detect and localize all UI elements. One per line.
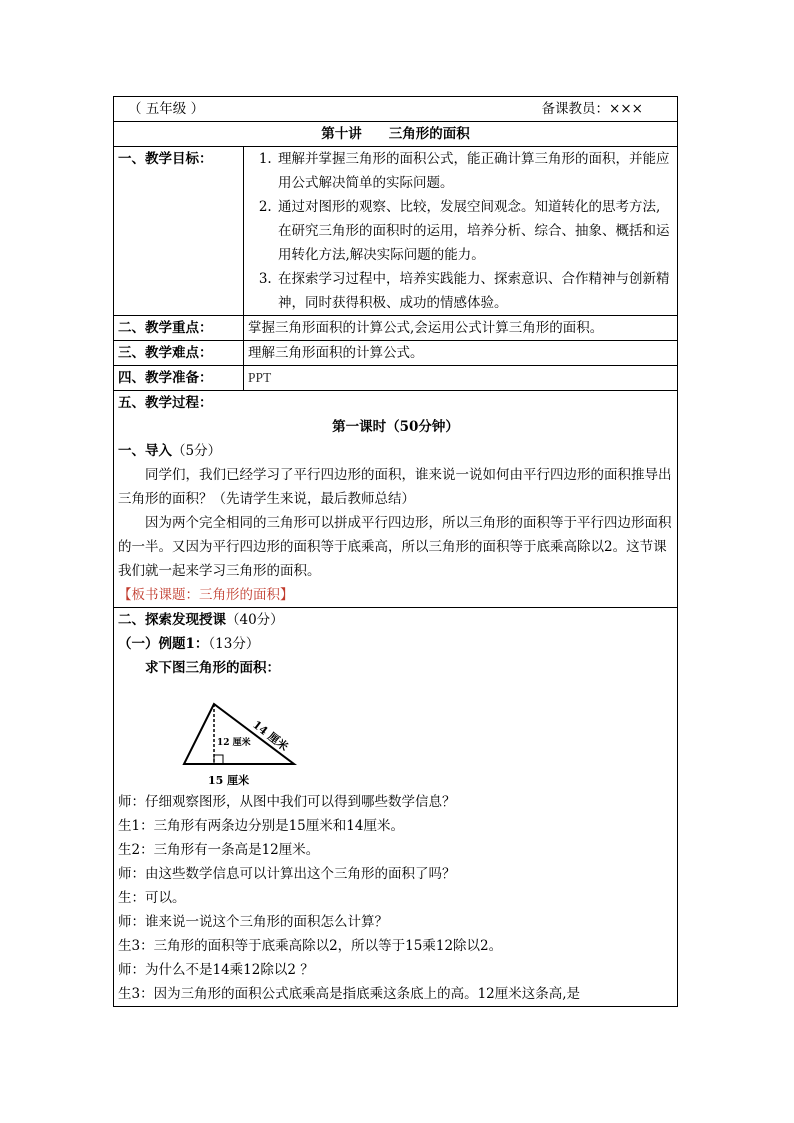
height-label: 12 厘米 (217, 738, 251, 748)
intro-paragraph-1: 同学们，我们已经学习了平行四边形的面积，谁来说一说如何由平行四边形的面积推导出三角形的面积？（先请学生来说，最后教师总结） (118, 467, 672, 507)
triangle-figure (118, 680, 673, 790)
dialogue-line: 生1：三角形有两条边分别是15厘米和14厘米。 (118, 818, 404, 834)
intro-paragraph-2: 因为两个完全相同的三角形可以拼成平行四边形，所以三角形的面积等于平行四边形面积的一半。又因为平行四边形的面积等于底乘高，所以三角形的面积等于底乘高除以2。这节课我们就一起来学习三角形的面积。 (118, 515, 672, 579)
difficulty-row (114, 341, 678, 366)
example-heading-line (118, 632, 673, 656)
title-row (114, 122, 678, 147)
key-point-text: 掌握三角形面积的计算公式,会运用公式计算三角形的面积。 (244, 316, 678, 341)
explore-heading: 二、探索发现授课 (118, 612, 226, 628)
dialogue-line: 生3：因为三角形的面积公式底乘高是指底乘这条底上的高。12厘米这条高,是 (118, 986, 581, 1002)
dialogue-line: 师：由这些数学信息可以计算出这个三角形的面积了吗？ (118, 866, 456, 882)
preparation-text: PPT (244, 366, 678, 391)
goal-item: 2. 通过对图形的观察、比较，发展空间观念。知道转化的思考方法,在研究三角形的面积时的运用，培养分析、综合、抽象、概括和运用转化方法,解决实际问题的能力。 (276, 195, 673, 267)
key-point-label: 二、教学重点： (114, 316, 244, 341)
explore-heading-line (118, 608, 673, 632)
explore-row (114, 608, 678, 1007)
lesson-plan-page (113, 96, 677, 1007)
triangle-svg (174, 684, 374, 794)
goals-label: 一、教学目标： (114, 147, 244, 316)
goal-item: 3. 在探索学习过程中，培养实践能力、探索意识、合作精神与创新精神，同时获得积极、成功的情感体验。 (276, 267, 673, 315)
example-label: （一）例题1： (118, 636, 209, 652)
board-title: 【板书课题：三角形的面积】 (118, 587, 294, 603)
dialogue-line: 生：可以。 (118, 890, 186, 906)
dialogue-line: 师：谁来说一说这个三角形的面积怎么计算？ (118, 914, 388, 930)
goal-item: 1. 理解并掌握三角形的面积公式，能正确计算三角形的面积，并能应用公式解决简单的实际问题。 (276, 147, 673, 195)
goals-list (248, 147, 673, 315)
right-angle-mark (214, 755, 223, 764)
difficulty-label: 三、教学难点： (114, 341, 244, 366)
preparation-row (114, 366, 678, 391)
lesson-title: 第十讲 三角形的面积 (114, 122, 678, 147)
lesson-plan-table (113, 96, 678, 1007)
period-title: 第一课时（50分钟） (332, 419, 459, 435)
difficulty-text: 理解三角形面积的计算公式。 (244, 341, 678, 366)
goals-row (114, 147, 678, 316)
side-label: 14 厘米 (250, 718, 291, 754)
intro-time: （5分） (172, 443, 222, 459)
base-label: 15 厘米 (208, 774, 250, 787)
dialogue-line: 师：仔细观察图形，从图中我们可以得到哪些数学信息？ (118, 794, 456, 810)
explore-time: （40分） (226, 612, 284, 628)
key-point-row (114, 316, 678, 341)
preparation-label: 四、教学准备： (114, 366, 244, 391)
dialogue-line: 师：为什么不是14乘12除以2 ？ (118, 962, 314, 978)
grade-label: （ 五年级 ） (128, 101, 205, 117)
example-time: （13分） (208, 636, 260, 652)
header-row (114, 97, 678, 122)
dialogue-line: 生3：三角形的面积等于底乘高除以2，所以等于15乘12除以2。 (118, 938, 503, 954)
process-label: 五、教学过程： (118, 395, 213, 411)
intro-heading-line (118, 439, 673, 463)
explore-cell (114, 608, 678, 1007)
process-row (114, 391, 678, 608)
teacher-label: 备课教员：××× (541, 101, 643, 117)
example-task: 求下图三角形的面积： (145, 660, 280, 676)
intro-heading: 一、导入 (118, 443, 172, 459)
dialogue-line: 生2：三角形有一条高是12厘米。 (118, 842, 320, 858)
goals-content (244, 147, 678, 316)
process-cell (114, 391, 678, 608)
